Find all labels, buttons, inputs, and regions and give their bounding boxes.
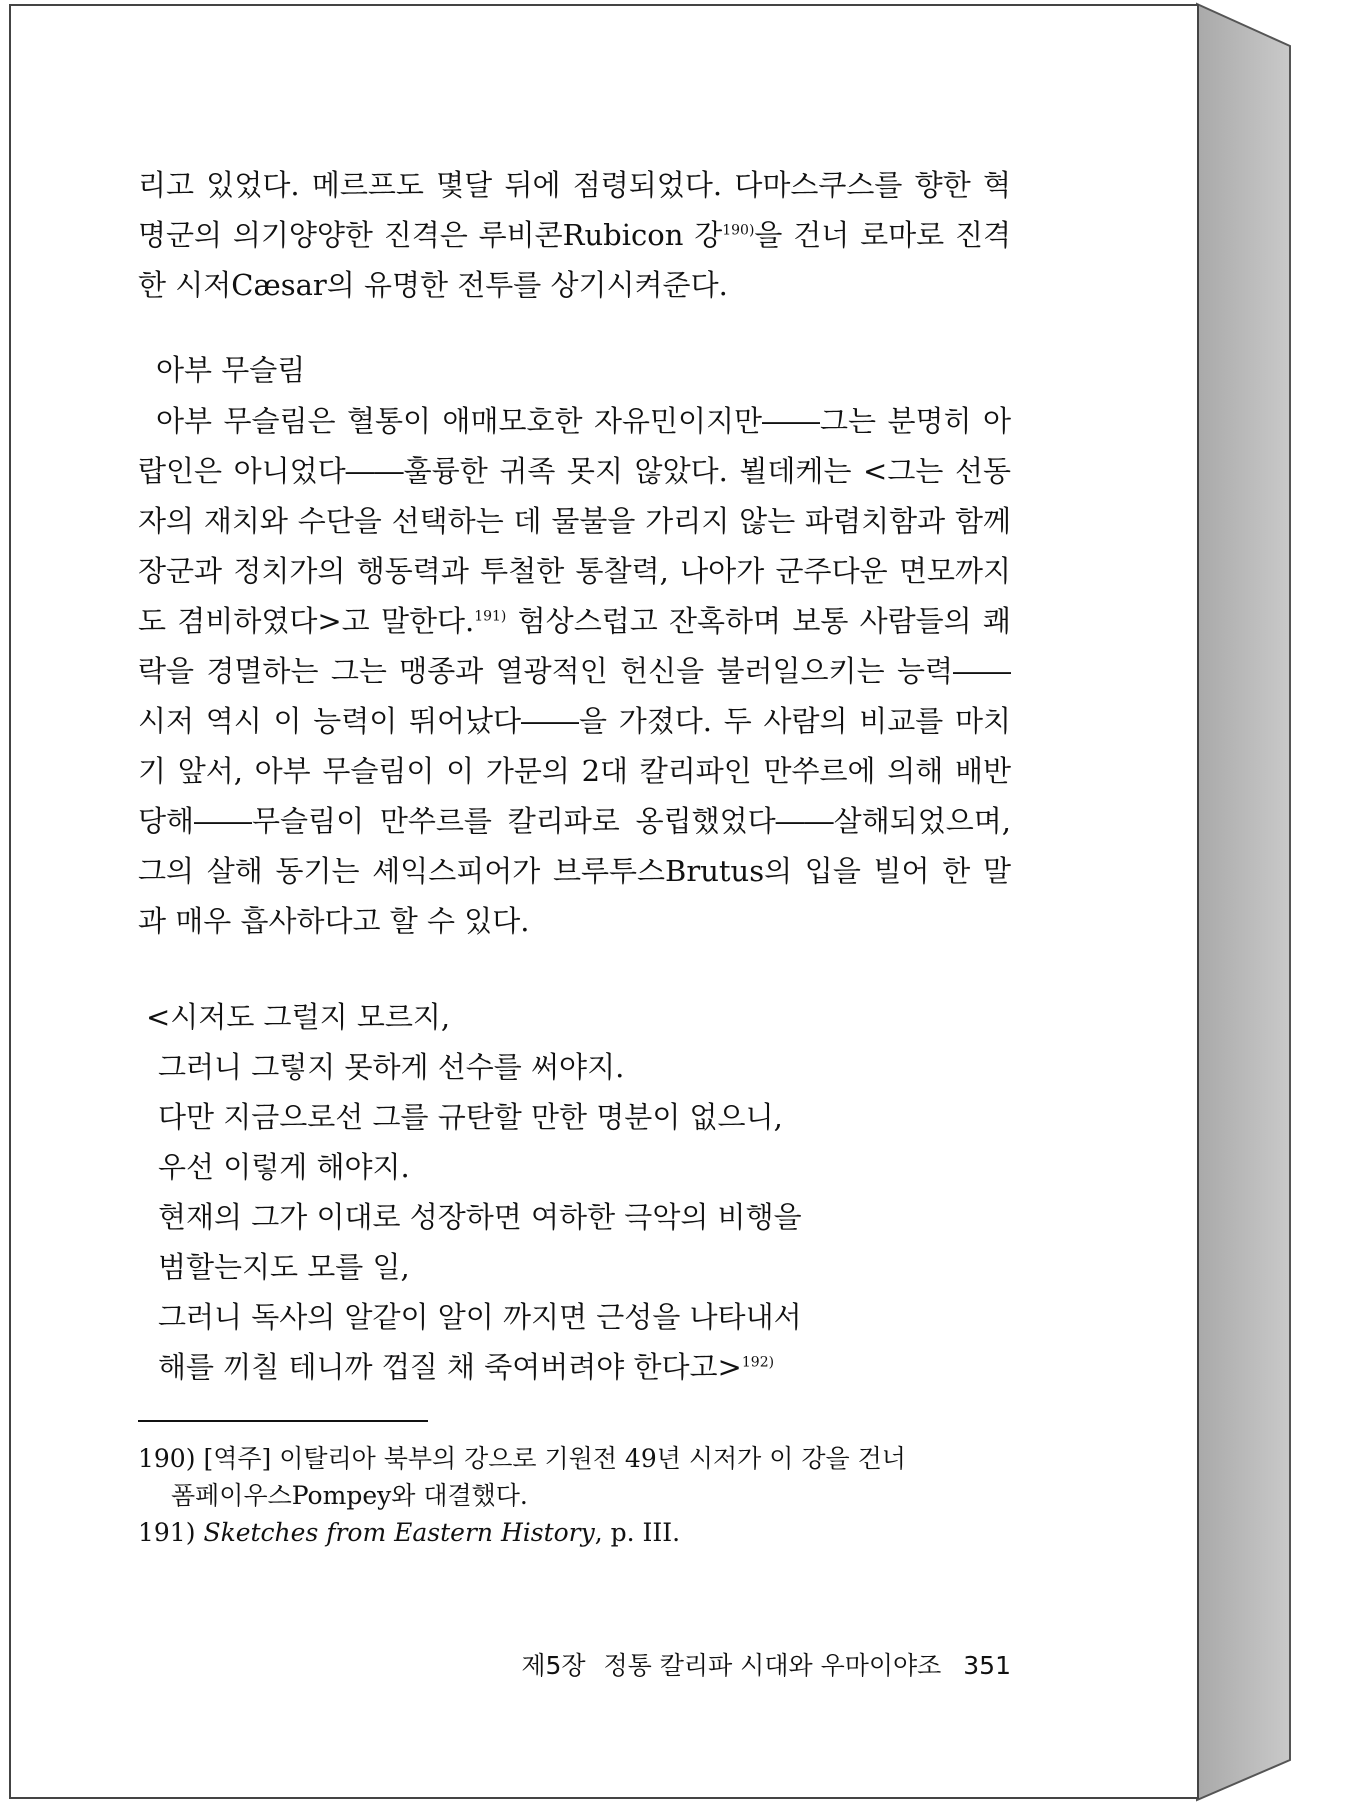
chapter-number: 제5장 (521, 1651, 586, 1680)
footnote-ref-192[interactable]: 192) (741, 1354, 775, 1371)
verse-line: 현재의 그가 이대로 성장하면 여하한 극악의 비행을 (158, 1200, 802, 1234)
footnote-number: 190) (138, 1444, 196, 1473)
chapter-title: 정통 칼리파 시대와 우마이야조 (603, 1651, 942, 1680)
paragraph-2-text: 아부 무슬림은 혈통이 애매모호한 자유민이지만――그는 분명히 아랍인은 아니었다――훌륭한 귀족 못지 않았다. 뵐데케는 <그는 선동자의 재치와 수단을 선택하는 데 물불을 가리지 않는 파렴치함과 함께 장군과 정치가의 행동력과 투철한 통찰력, 나아가 군주다운 면모까지도 겸비하였다>고 말한다. (138, 404, 1011, 638)
verse-line: 그러니 독사의 알같이 알이 까지면 근성을 나타내서 (158, 1300, 802, 1334)
page-number: 351 (963, 1651, 1011, 1680)
paragraph-1-text: 리고 있었다. 메르프도 몇달 뒤에 점령되었다. 다마스쿠스를 향한 혁명군의 의기양양한 진격은 루비콘Rubicon 강 (138, 168, 1011, 252)
verse-line-last (138, 1342, 1011, 1392)
paragraph-2-text-end: 험상스럽고 잔혹하며 보통 사람들의 쾌락을 경멸하는 그는 맹종과 열광적인 헌신을 불러일으키는 능력――시저 역시 이 능력이 뛰어났다――을 가졌다. 두 사람의 비교를 마치기 앞서, 아부 무슬림이 이 가문의 2대 칼리파인 만쑤르에 의해 배반당해――무슬림이 만쑤르를 칼리파로 옹립했었다――살해되었으며, 그의 살해 동기는 셰익스피어가 브루투스Brutus의 입을 빌어 한 말과 매우 흡사하다고 할 수 있다. (138, 604, 1011, 938)
footnote-number: 191) (138, 1518, 196, 1547)
verse-line: 다만 지금으로선 그를 규탄할 만한 명분이 없으니, (158, 1100, 783, 1134)
footnote-ref-190[interactable]: 190) (722, 222, 755, 239)
book-page (9, 4, 1199, 1799)
footnote-book-title: Sketches from Eastern History (203, 1518, 595, 1547)
quoted-verse (138, 992, 1011, 1392)
paragraph-2 (138, 396, 1011, 946)
footnotes (138, 1440, 1011, 1551)
verse-line: 그러니 그렇지 못하게 선수를 써야지. (158, 1050, 625, 1084)
footnote-text: [역주] 이탈리아 북부의 강으로 기원전 49년 시저가 이 강을 건너 (203, 1444, 906, 1473)
footnote-191 (138, 1514, 1011, 1551)
footnote-ref-191[interactable]: 191) (474, 608, 507, 625)
footnote-190 (138, 1440, 1011, 1477)
verse-line-text: 해를 끼칠 테니까 껍질 채 죽여버려야 한다고> (158, 1350, 742, 1384)
verse-line: 우선 이렇게 해야지. (158, 1150, 410, 1184)
footnote-divider (138, 1420, 428, 1422)
verse-line: <시저도 그럴지 모르지, (146, 1000, 451, 1034)
verse-line: 범할는지도 모를 일, (158, 1250, 410, 1284)
running-footer (138, 1646, 1011, 1682)
paragraph-1-text-end: 을 건너 로마로 진격한 시저Cæsar의 유명한 전투를 상기시켜준다. (138, 218, 1011, 302)
paragraph-1 (138, 160, 1011, 310)
section-heading: 아부 무슬림 (156, 353, 306, 387)
footnote-page-ref: , p. III. (594, 1518, 681, 1547)
footnote-190-continued: 폼페이우스Pompey와 대결했다. (171, 1481, 528, 1510)
page-content (138, 160, 1011, 1551)
